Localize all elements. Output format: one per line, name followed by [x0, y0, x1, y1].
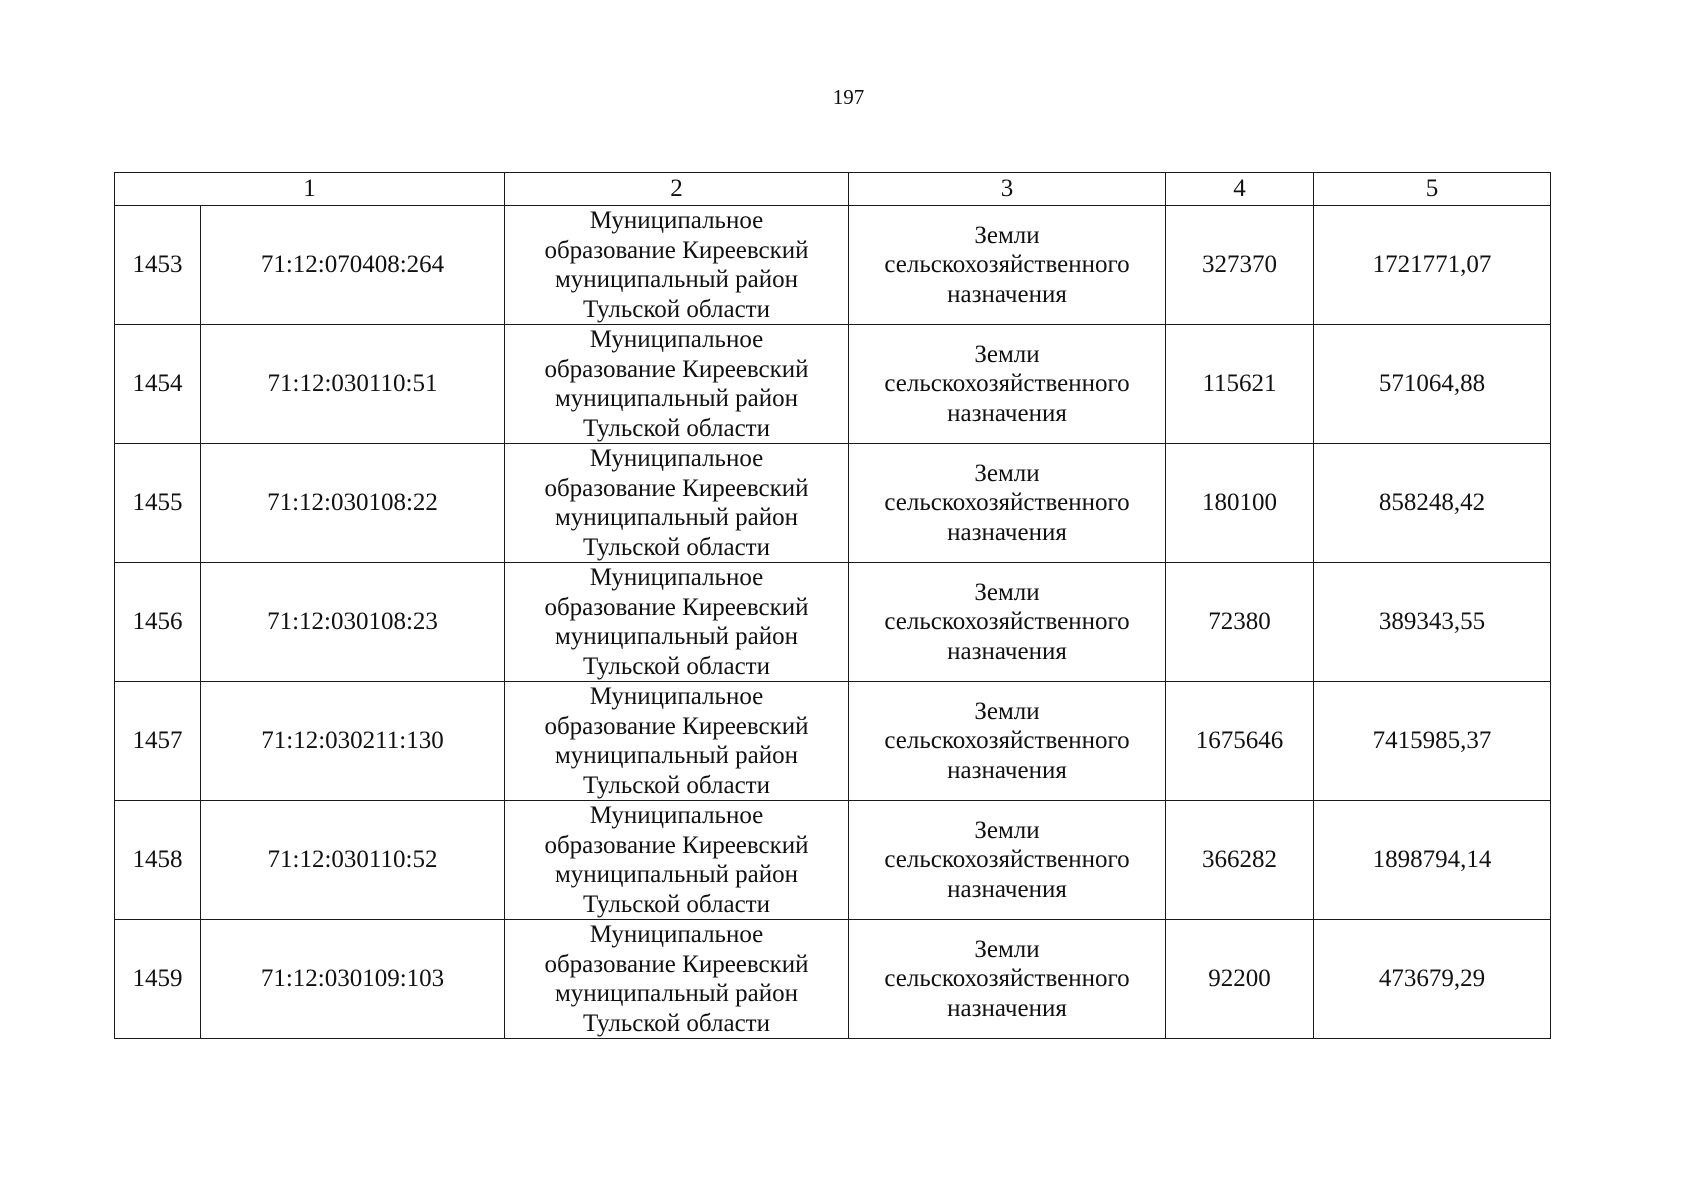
land-category-cell-line: Земли: [974, 221, 1040, 249]
row-number-cell: 1454: [115, 325, 201, 444]
land-category-cell-line: Земли: [974, 459, 1040, 487]
owner-cell-line: образование Киреевский: [544, 236, 809, 264]
cadastral-value-cell: 1721771,07: [1314, 206, 1551, 325]
row-number-cell: 1459: [115, 920, 201, 1039]
land-category-cell-line: сельскохозяйственного: [884, 370, 1130, 398]
cadastral-value-cell: 571064,88: [1314, 325, 1551, 444]
owner-cell-line: образование Киреевский: [544, 593, 809, 621]
land-category-cell-line: назначения: [947, 280, 1067, 308]
owner-cell: [505, 801, 849, 920]
land-category-cell-line: сельскохозяйственного: [884, 608, 1130, 636]
owner-cell-line: Муниципальное: [589, 207, 764, 234]
cadastral-number-cell: 71:12:030110:51: [201, 325, 505, 444]
owner-cell-line: образование Киреевский: [544, 712, 809, 740]
cadastral-value-cell: 389343,55: [1314, 563, 1551, 682]
land-category-cell-line: Земли: [974, 697, 1040, 725]
land-category-cell-line: сельскохозяйственного: [884, 251, 1130, 279]
area-cell: 180100: [1166, 444, 1314, 563]
owner-cell-line: муниципальный район: [554, 623, 799, 650]
row-number-cell: 1457: [115, 682, 201, 801]
owner-cell: [505, 920, 849, 1039]
table-body: [115, 173, 1551, 1039]
table-row: [115, 325, 1551, 444]
owner-cell-line: муниципальный район: [554, 742, 799, 769]
owner-cell: [505, 444, 849, 563]
land-category-cell-line: сельскохозяйственного: [884, 965, 1130, 993]
land-category-cell-line: Земли: [974, 340, 1040, 368]
land-category-cell: [849, 206, 1166, 325]
row-number-cell: 1453: [115, 206, 201, 325]
cadastral-number-cell: 71:12:070408:264: [201, 206, 505, 325]
land-category-cell: [849, 801, 1166, 920]
row-number-cell: 1456: [115, 563, 201, 682]
cadastral-value-cell: 7415985,37: [1314, 682, 1551, 801]
owner-cell-line: Муниципальное: [589, 683, 764, 710]
owner-cell: [505, 563, 849, 682]
cadastral-value-cell: 858248,42: [1314, 444, 1551, 563]
cadastral-value-cell: 1898794,14: [1314, 801, 1551, 920]
cadastral-number-cell: 71:12:030108:22: [201, 444, 505, 563]
owner-cell-line: муниципальный район: [554, 504, 799, 531]
table-row: [115, 206, 1551, 325]
owner-cell: [505, 325, 849, 444]
column-number-5: 5: [1314, 173, 1551, 206]
land-category-cell: [849, 682, 1166, 801]
row-number-cell: 1458: [115, 801, 201, 920]
column-number-2: 2: [505, 173, 849, 206]
table-row: [115, 801, 1551, 920]
land-category-cell: [849, 325, 1166, 444]
land-category-cell-line: назначения: [947, 637, 1067, 665]
owner-cell-line: образование Киреевский: [544, 355, 809, 383]
owner-cell-line: Муниципальное: [589, 445, 764, 472]
owner-cell-line: Тульской области: [583, 890, 770, 918]
land-category-cell-line: Земли: [974, 578, 1040, 606]
column-number-1: 1: [115, 173, 505, 206]
land-category-cell-line: назначения: [947, 875, 1067, 903]
area-cell: 115621: [1166, 325, 1314, 444]
owner-cell: [505, 206, 849, 325]
owner-cell-line: Муниципальное: [589, 326, 764, 353]
row-number-cell: 1455: [115, 444, 201, 563]
area-cell: 1675646: [1166, 682, 1314, 801]
table-row: [115, 920, 1551, 1039]
owner-cell-line: Тульской области: [583, 771, 770, 799]
column-number-row: [115, 173, 1551, 206]
owner-cell-line: образование Киреевский: [544, 950, 809, 978]
land-category-cell-line: Земли: [974, 816, 1040, 844]
page-number: 197: [832, 85, 865, 109]
owner-cell-line: муниципальный район: [554, 861, 799, 888]
table-row: [115, 444, 1551, 563]
owner-cell-line: муниципальный район: [554, 266, 799, 293]
column-number-4: 4: [1166, 173, 1314, 206]
owner-cell-line: Тульской области: [583, 295, 770, 323]
land-category-cell-line: назначения: [947, 518, 1067, 546]
table-row: [115, 682, 1551, 801]
owner-cell-line: муниципальный район: [554, 385, 799, 412]
land-category-cell-line: Земли: [974, 935, 1040, 963]
owner-cell-line: образование Киреевский: [544, 474, 809, 502]
owner-cell-line: Муниципальное: [589, 802, 764, 829]
cadastral-number-cell: 71:12:030108:23: [201, 563, 505, 682]
owner-cell-line: муниципальный район: [554, 980, 799, 1007]
area-cell: 366282: [1166, 801, 1314, 920]
owner-cell-line: Муниципальное: [589, 564, 764, 591]
cadastral-number-cell: 71:12:030110:52: [201, 801, 505, 920]
land-registry-table: [114, 172, 1551, 1039]
owner-cell-line: Тульской области: [583, 652, 770, 680]
area-cell: 327370: [1166, 206, 1314, 325]
land-category-cell-line: назначения: [947, 399, 1067, 427]
cadastral-number-cell: 71:12:030211:130: [201, 682, 505, 801]
owner-cell: [505, 682, 849, 801]
area-cell: 72380: [1166, 563, 1314, 682]
land-category-cell-line: сельскохозяйственного: [884, 727, 1130, 755]
cadastral-value-cell: 473679,29: [1314, 920, 1551, 1039]
table-row: [115, 563, 1551, 682]
land-category-cell: [849, 563, 1166, 682]
land-category-cell: [849, 920, 1166, 1039]
land-category-cell-line: назначения: [947, 756, 1067, 784]
column-number-3: 3: [849, 173, 1166, 206]
owner-cell-line: образование Киреевский: [544, 831, 809, 859]
land-category-cell-line: сельскохозяйственного: [884, 489, 1130, 517]
area-cell: 92200: [1166, 920, 1314, 1039]
land-category-cell-line: назначения: [947, 994, 1067, 1022]
land-category-cell-line: сельскохозяйственного: [884, 846, 1130, 874]
owner-cell-line: Тульской области: [583, 414, 770, 442]
owner-cell-line: Тульской области: [583, 1009, 770, 1037]
owner-cell-line: Тульской области: [583, 533, 770, 561]
cadastral-number-cell: 71:12:030109:103: [201, 920, 505, 1039]
land-category-cell: [849, 444, 1166, 563]
owner-cell-line: Муниципальное: [589, 921, 764, 948]
